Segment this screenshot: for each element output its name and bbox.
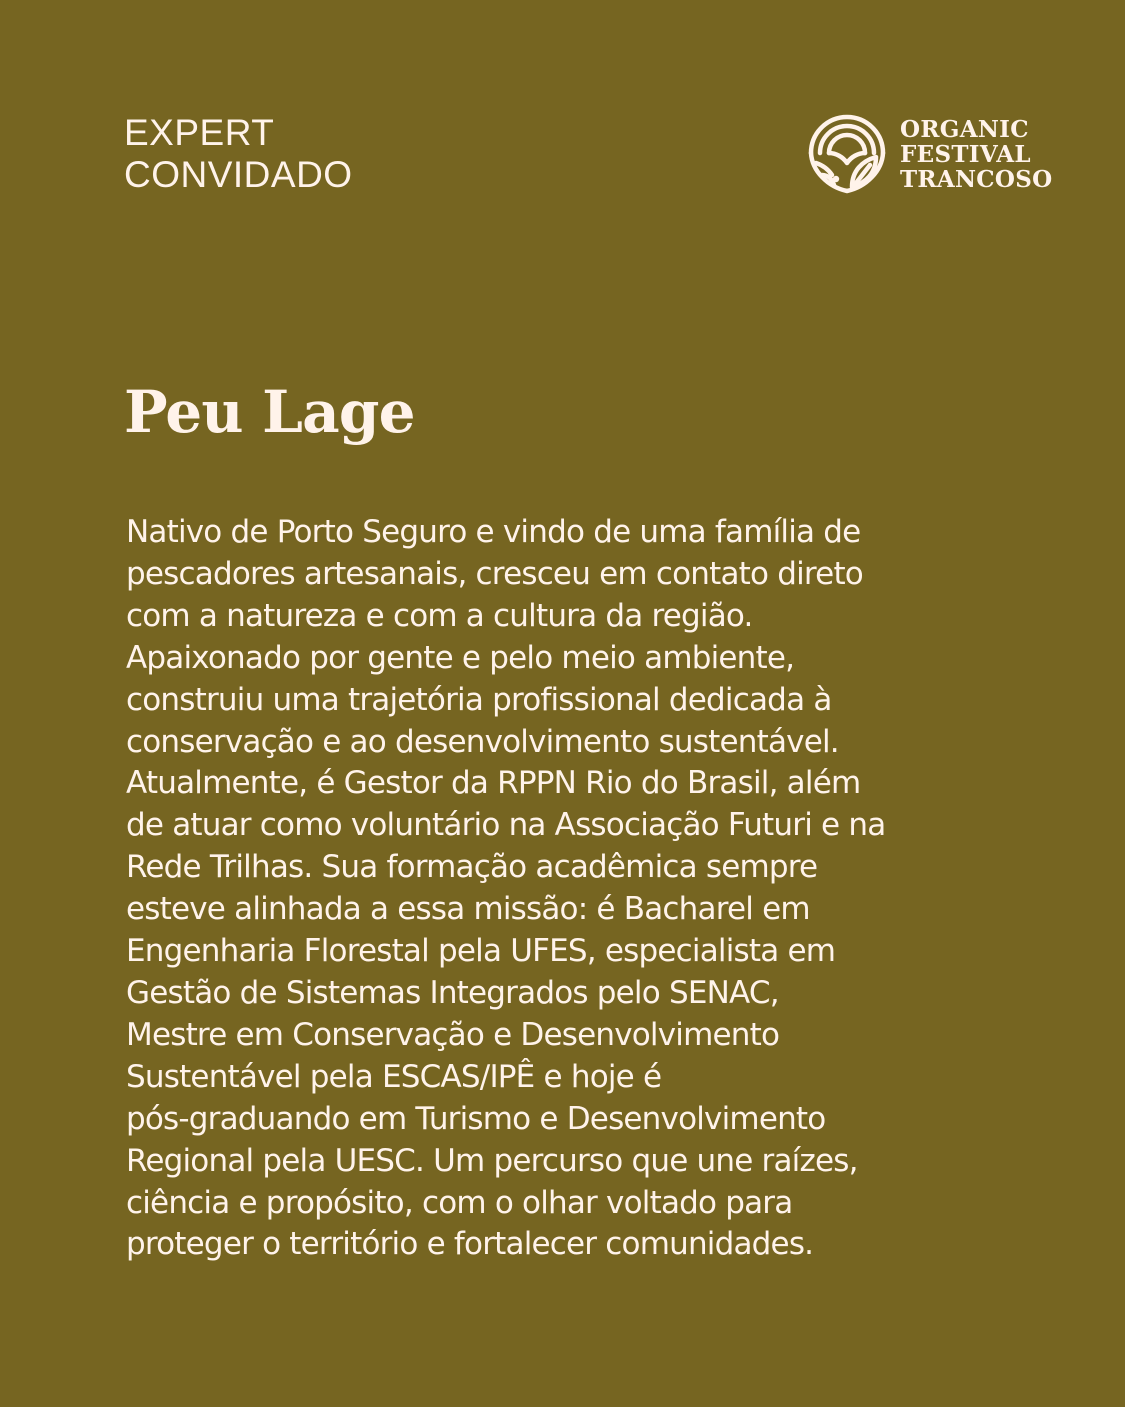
organic-festival-emblem-icon <box>806 113 888 195</box>
expert-bio <box>126 512 976 1266</box>
logo-line-3: TRANCOSO <box>900 165 1053 193</box>
bio-line: Apaixonado por gente e pelo meio ambiente, <box>126 639 795 676</box>
bio-line: Nativo de Porto Seguro e vindo de uma família de <box>126 514 861 550</box>
bio-line: Rede Trilhas. Sua formação acadêmica sempre <box>126 849 818 886</box>
bio-line: construiu uma trajetória profissional dedicada à <box>126 681 832 718</box>
section-label-line-1: EXPERT <box>124 112 275 153</box>
bio-line: pescadores artesanais, cresceu em contato direto <box>126 555 863 592</box>
bio-line: Sustentável pela ESCAS/IPÊ e hoje é <box>126 1058 662 1095</box>
bio-line: proteger o território e fortalecer comunidades. <box>126 1226 814 1263</box>
bio-line: Regional pela UESC. Um percurso que une raízes, <box>126 1142 858 1179</box>
bio-line: Mestre em Conservação e Desenvolvimento <box>126 1016 780 1053</box>
bio-line: com a natureza e com a cultura da região. <box>126 597 753 634</box>
organic-festival-logo <box>806 112 1053 196</box>
bio-line: ciência e propósito, com o olhar voltado para <box>126 1184 793 1221</box>
logo-line-1: ORGANIC <box>900 115 1029 143</box>
bio-line: pós-graduando em Turismo e Desenvolvimento <box>126 1100 826 1137</box>
section-label <box>124 112 353 196</box>
bio-line: esteve alinhada a essa missão: é Bacharel em <box>126 891 810 928</box>
section-label-line-2: CONVIDADO <box>124 154 353 195</box>
bio-line: de atuar como voluntário na Associação Futuri e na <box>126 807 886 844</box>
bio-line: conservação e ao desenvolvimento sustentável. <box>126 723 839 760</box>
expert-name: Peu Lage <box>124 378 415 446</box>
logo-line-2: FESTIVAL <box>900 140 1031 168</box>
bio-line: Gestão de Sistemas Integrados pelo SENAC, <box>126 974 779 1011</box>
bio-line: Engenharia Florestal pela UFES, especialista em <box>126 933 836 970</box>
bio-line: Atualmente, é Gestor da RPPN Rio do Brasil, além <box>126 765 861 802</box>
logo-wordmark <box>900 117 1052 192</box>
